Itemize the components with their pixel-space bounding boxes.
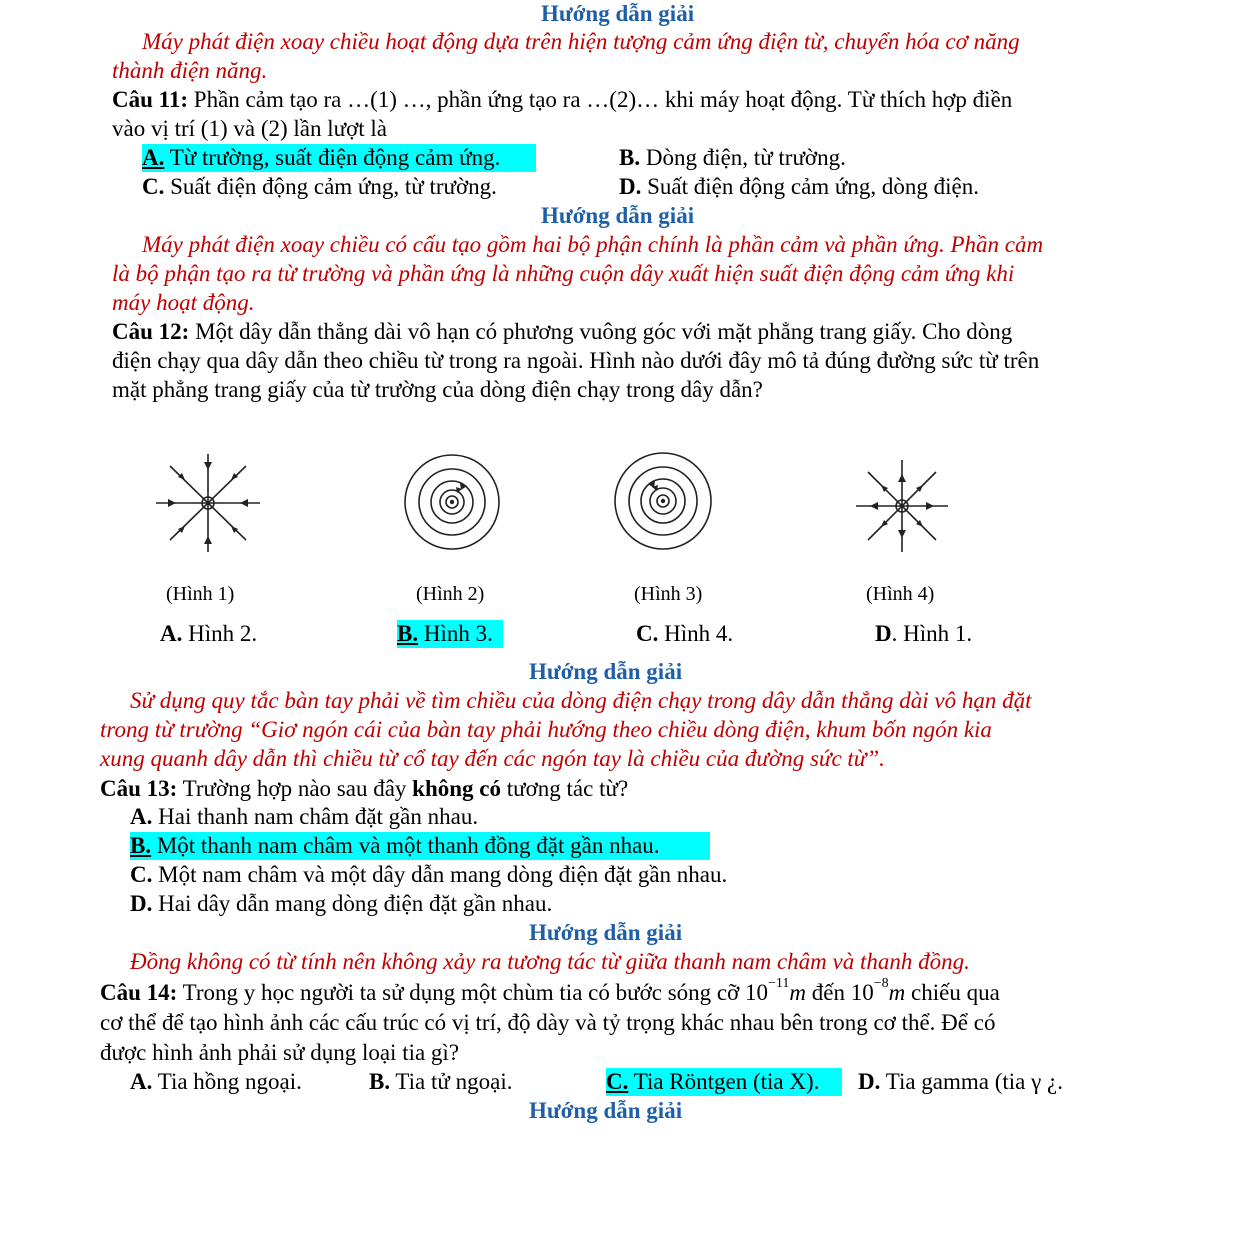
option-c-correct: C. Tia Röntgen (tia X). [606, 1068, 842, 1096]
question-14-stem: được hình ảnh phải sử dụng loại tia gì? [100, 1040, 460, 1065]
solution-text: trong từ trường “Giơ ngón cái của bàn tay phải hướng theo chiều dòng điện, khum bốn ngón kia [100, 717, 992, 742]
option-b-correct: B. Hình 3. [397, 620, 503, 648]
question-12-stem: Câu 12: Một dây dẫn thẳng dài vô hạn có phương vuông góc với mặt phẳng trang giấy. Cho dòng [112, 319, 1013, 344]
question-11-stem: Câu 11: Phần cảm tạo ra …(1) …, phần ứng tạo ra …(2)… khi máy hoạt động. Từ thích hợp điền [112, 87, 1013, 112]
figure-2-caption: (Hình 2) [416, 583, 485, 605]
figure-3-caption: (Hình 3) [634, 583, 703, 605]
option-c: C. Hình 4. [636, 621, 734, 646]
option-c: C. Một nam châm và một dây dẫn mang dòng điện đặt gần nhau. [130, 862, 728, 887]
question-label: Câu 12: [112, 319, 190, 344]
option-a: A. Tia hồng ngoại. [130, 1069, 302, 1094]
figure-1-diagram [150, 448, 262, 558]
solution-text: Máy phát điện xoay chiều hoạt động dựa trên hiện tượng cảm ứng điện từ, chuyển hóa cơ năng [142, 29, 1020, 54]
solution-text: Đồng không có từ tính nên không xảy ra tương tác từ giữa thanh nam châm và thanh đồng. [130, 949, 970, 974]
solution-heading: Hướng dẫn giải [529, 659, 683, 684]
figure-3-diagram [612, 450, 714, 552]
question-13-stem: Câu 13: Trường hợp nào sau đây không có tương tác từ? [100, 776, 629, 801]
question-label: Câu 13: [100, 776, 178, 801]
option-b: B. Dòng điện, từ trường. [619, 145, 846, 170]
solution-text: là bộ phận tạo ra từ trường và phần ứng là những cuộn dây xuất hiện suất điện động cảm ứng khi [112, 261, 1015, 286]
option-a: A. Hai thanh nam châm đặt gần nhau. [130, 804, 479, 829]
question-label: Câu 14: [100, 980, 178, 1005]
figure-2-diagram [402, 452, 502, 552]
option-a: A. Hình 2. [160, 621, 258, 646]
solution-text: thành điện năng. [112, 58, 268, 83]
option-b: B. Tia tử ngoại. [369, 1069, 513, 1094]
question-12-stem: mặt phẳng trang giấy của từ trường của dòng điện chạy trong dây dẫn? [112, 377, 763, 402]
option-d: D. Tia gamma (tia γ ¿. [858, 1069, 1064, 1094]
figure-4-caption: (Hình 4) [866, 583, 935, 605]
question-14-stem: Câu 14: Trong y học người ta sử dụng một chùm tia có bước sóng cỡ $10^{-11}m$ đến $10^{-8}m$ chiếu qua [100, 976, 1000, 1005]
question-label: Câu 11: [112, 87, 189, 112]
option-c: C. Suất điện động cảm ứng, từ trường. [142, 174, 497, 199]
option-b-correct: B. Một thanh nam châm và một thanh đồng đặt gần nhau. [130, 832, 710, 860]
solution-text: máy hoạt động. [112, 290, 255, 315]
option-d: D. Hình 1. [875, 621, 973, 646]
solution-heading: Hướng dẫn giải [529, 920, 683, 945]
solution-text: Máy phát điện xoay chiều có cấu tạo gồm hai bộ phận chính là phần cảm và phần ứng. Phần cảm [142, 232, 1044, 257]
option-d: D. Hai dây dẫn mang dòng điện đặt gần nhau. [130, 891, 553, 916]
question-14-stem: cơ thể để tạo hình ảnh các cấu trúc có vị trí, độ dày và tỷ trọng khác nhau bên trong cơ thể. Để có [100, 1010, 996, 1035]
solution-text: xung quanh dây dẫn thì chiều từ cổ tay đến các ngón tay là chiều của đường sức từ”. [100, 746, 885, 771]
solution-heading: Hướng dẫn giải [529, 1098, 683, 1123]
figure-4-diagram [852, 456, 952, 556]
option-d: D. Suất điện động cảm ứng, dòng điện. [619, 174, 979, 199]
option-a-correct: A. Từ trường, suất điện động cảm ứng. [142, 144, 536, 172]
question-12-stem: điện chạy qua dây dẫn theo chiều từ trong ra ngoài. Hình nào dưới đây mô tả đúng đường sức từ trên [112, 348, 1040, 373]
solution-heading: Hướng dẫn giải [541, 1, 695, 26]
figure-1-caption: (Hình 1) [166, 583, 235, 605]
question-11-stem: vào vị trí (1) và (2) lần lượt là [112, 116, 387, 141]
solution-text: Sử dụng quy tắc bàn tay phải về tìm chiều của dòng điện chạy trong dây dẫn thẳng dài vô hạn đặt [130, 688, 1032, 713]
solution-heading: Hướng dẫn giải [541, 203, 695, 228]
